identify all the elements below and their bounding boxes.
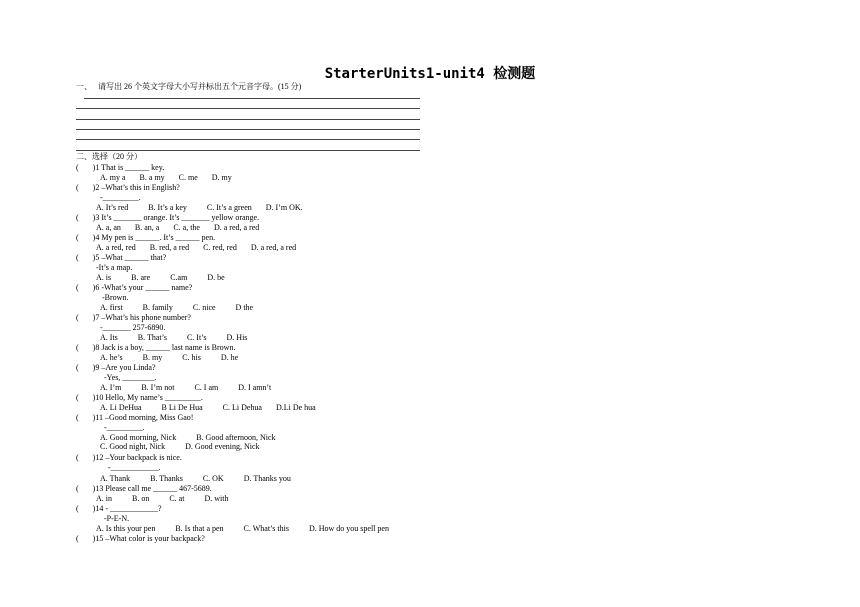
- writing-line: [76, 139, 420, 140]
- question-answer-line: -P-E-N.: [104, 514, 130, 523]
- writing-line: [76, 119, 420, 120]
- question-stem: ( )14 - ____________?: [76, 504, 162, 513]
- question-options: A. Its B. That’s C. It’s D. His: [100, 333, 248, 342]
- question-answer-line: -_________.: [104, 423, 145, 432]
- question-options: A. I’m B. I’m not C. I am D. I amn’t: [100, 383, 272, 392]
- question-options: A. Good morning, Nick B. Good afternoon, Nick C. Good night, Nick D. Good evening, Nick: [100, 433, 276, 451]
- question-answer-line: -_______ 257-6890.: [100, 323, 166, 332]
- question-options: A. in B. on C. at D. with: [96, 494, 229, 503]
- question-options: A. It’s red B. It’s a key C. It’s a green D. I’m OK.: [96, 203, 303, 212]
- question-options: A. is B. are C.am D. be: [96, 273, 225, 282]
- question-options: A. a red, red B. red, a red C. red, red D. a red, a red: [96, 243, 297, 252]
- question-answer-line: -Yes, ________.: [104, 373, 157, 382]
- writing-line: [76, 150, 420, 151]
- question-options: A. my a B. a my C. me D. my: [100, 173, 232, 182]
- question-stem: ( )13 Please call me ______ 467-5689.: [76, 484, 212, 493]
- question-stem: ( )9 –Are you Linda?: [76, 363, 156, 372]
- question-stem: ( )8 Jack is a boy, ______ last name is Brown.: [76, 343, 236, 352]
- writing-line: [76, 129, 420, 130]
- page-title: StarterUnits1-unit4 检测题: [324, 66, 536, 82]
- section1-heading: 一、 请写出 26 个英文字母大小写并标出五个元音字母。(15 分): [76, 82, 302, 91]
- question-options: A. he’s B. my C. his D. he: [100, 353, 239, 362]
- question-options: A. Li DeHua B Li De Hua C. Li Dehua D.Li De hua: [100, 403, 316, 412]
- question-stem: ( )6 -What’s your ______ name?: [76, 283, 193, 292]
- writing-line: [84, 98, 420, 99]
- question-answer-line: -____________.: [108, 463, 161, 472]
- question-options: A. Thank B. Thanks C. OK D. Thanks you: [100, 474, 291, 483]
- question-stem: ( )3 It’s _______ orange. It’s _______ yellow orange.: [76, 213, 260, 222]
- question-stem: ( )2 –What’s this in English?: [76, 183, 180, 192]
- question-stem: ( )11 –Good morning, Miss Gao!: [76, 413, 194, 422]
- question-options: A. a, an B. an, a C. a, the D. a red, a red: [96, 223, 260, 232]
- question-options: A. Is this your pen B. Is that a pen C. What’s this D. How do you spell pen: [96, 524, 389, 533]
- question-options: A. first B. family C. nice D the: [100, 303, 254, 312]
- question-stem: ( )10 Hello, My name’s _________.: [76, 393, 203, 402]
- question-stem: ( )12 –Your backpack is nice.: [76, 453, 182, 462]
- question-stem: ( )7 –What’s his phone number?: [76, 313, 191, 322]
- question-stem: ( )15 –What color is your backpack?: [76, 534, 205, 543]
- question-stem: ( )1 That is ______ key.: [76, 163, 165, 172]
- writing-line: [76, 108, 420, 109]
- question-answer-line: -_________.: [100, 193, 141, 202]
- question-stem: ( )4 My pen is ______. It’s ______ pen.: [76, 233, 216, 242]
- question-answer-line: -It’s a map.: [96, 263, 133, 272]
- section2-heading: 二、选择（20 分）: [76, 152, 142, 161]
- question-answer-line: -Brown.: [102, 293, 129, 302]
- question-stem: ( )5 –What ______ that?: [76, 253, 167, 262]
